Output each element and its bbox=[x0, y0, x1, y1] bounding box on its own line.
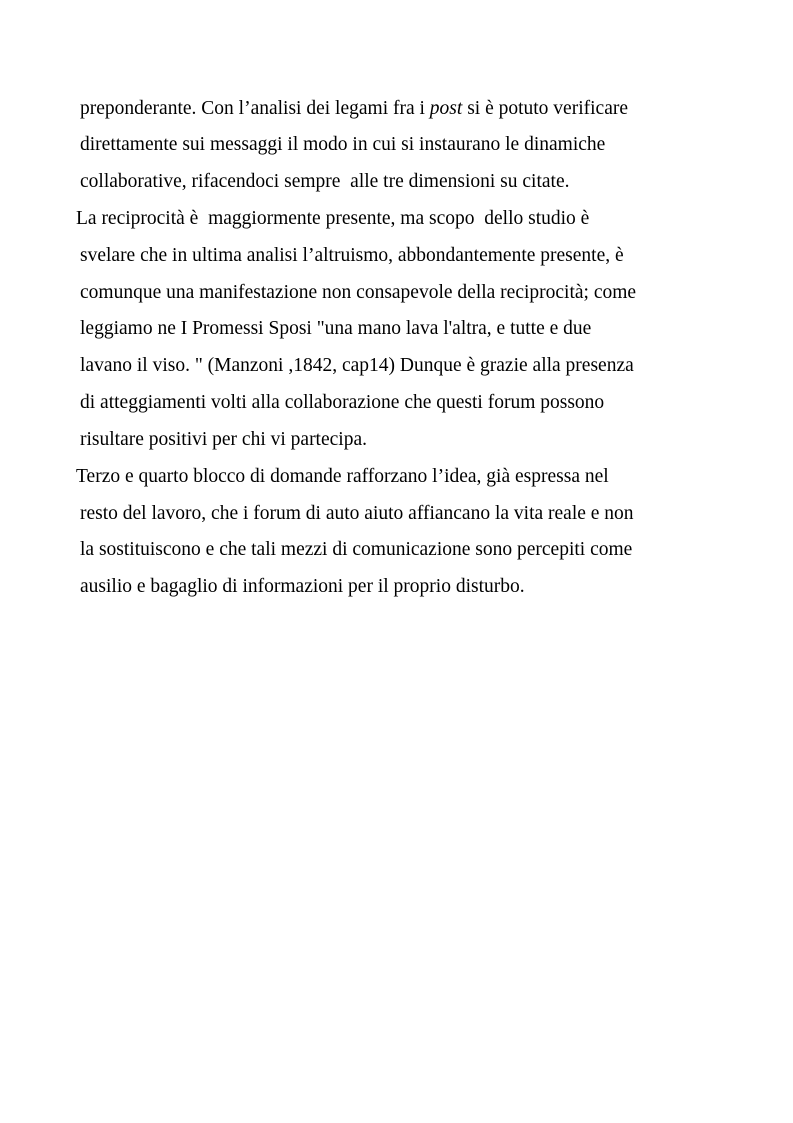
paragraph-3-line-1: Terzo e quarto blocco di domande rafforzano l’idea, già espressa nel bbox=[76, 466, 609, 487]
paragraph-3-line-2: resto del lavoro, che i forum di auto aiuto affiancano la vita reale e non bbox=[80, 503, 634, 524]
text-span: preponderante. Con l’analisi dei legami fra i bbox=[80, 98, 430, 119]
paragraph-2-line-1: La reciprocità è maggiormente presente, ma scopo dello studio è bbox=[76, 208, 590, 229]
paragraph-2-line-6: di atteggiamenti volti alla collaborazione che questi forum possono bbox=[80, 392, 605, 413]
paragraph-2-line-3: comunque una manifestazione non consapevole della reciprocità; come bbox=[80, 282, 637, 303]
italic-term: post bbox=[429, 98, 463, 119]
paragraph-1-line-2: direttamente sui messaggi il modo in cui si instaurano le dinamiche bbox=[80, 134, 606, 155]
paragraph-3-line-4: ausilio e bagaglio di informazioni per il proprio disturbo. bbox=[80, 576, 525, 597]
text-span: si è potuto verificare bbox=[462, 98, 628, 119]
paragraph-2-line-4: leggiamo ne I Promessi Sposi "una mano lava l'altra, e tutte e due bbox=[80, 318, 592, 339]
paragraph-1-line-3: collaborative, rifacendoci sempre alle tre dimensioni su citate. bbox=[80, 171, 570, 192]
paragraph-2-line-2: svelare che in ultima analisi l’altruismo, abbondantemente presente, è bbox=[80, 245, 624, 266]
paragraph-3-line-3: la sostituiscono e che tali mezzi di comunicazione sono percepiti come bbox=[80, 539, 633, 560]
paragraph-2-line-7: risultare positivi per chi vi partecipa. bbox=[80, 429, 367, 450]
paragraph-1-line-1 bbox=[80, 90, 628, 127]
paragraph-2-line-5: lavano il viso. " (Manzoni ,1842, cap14) Dunque è grazie alla presenza bbox=[80, 355, 634, 376]
